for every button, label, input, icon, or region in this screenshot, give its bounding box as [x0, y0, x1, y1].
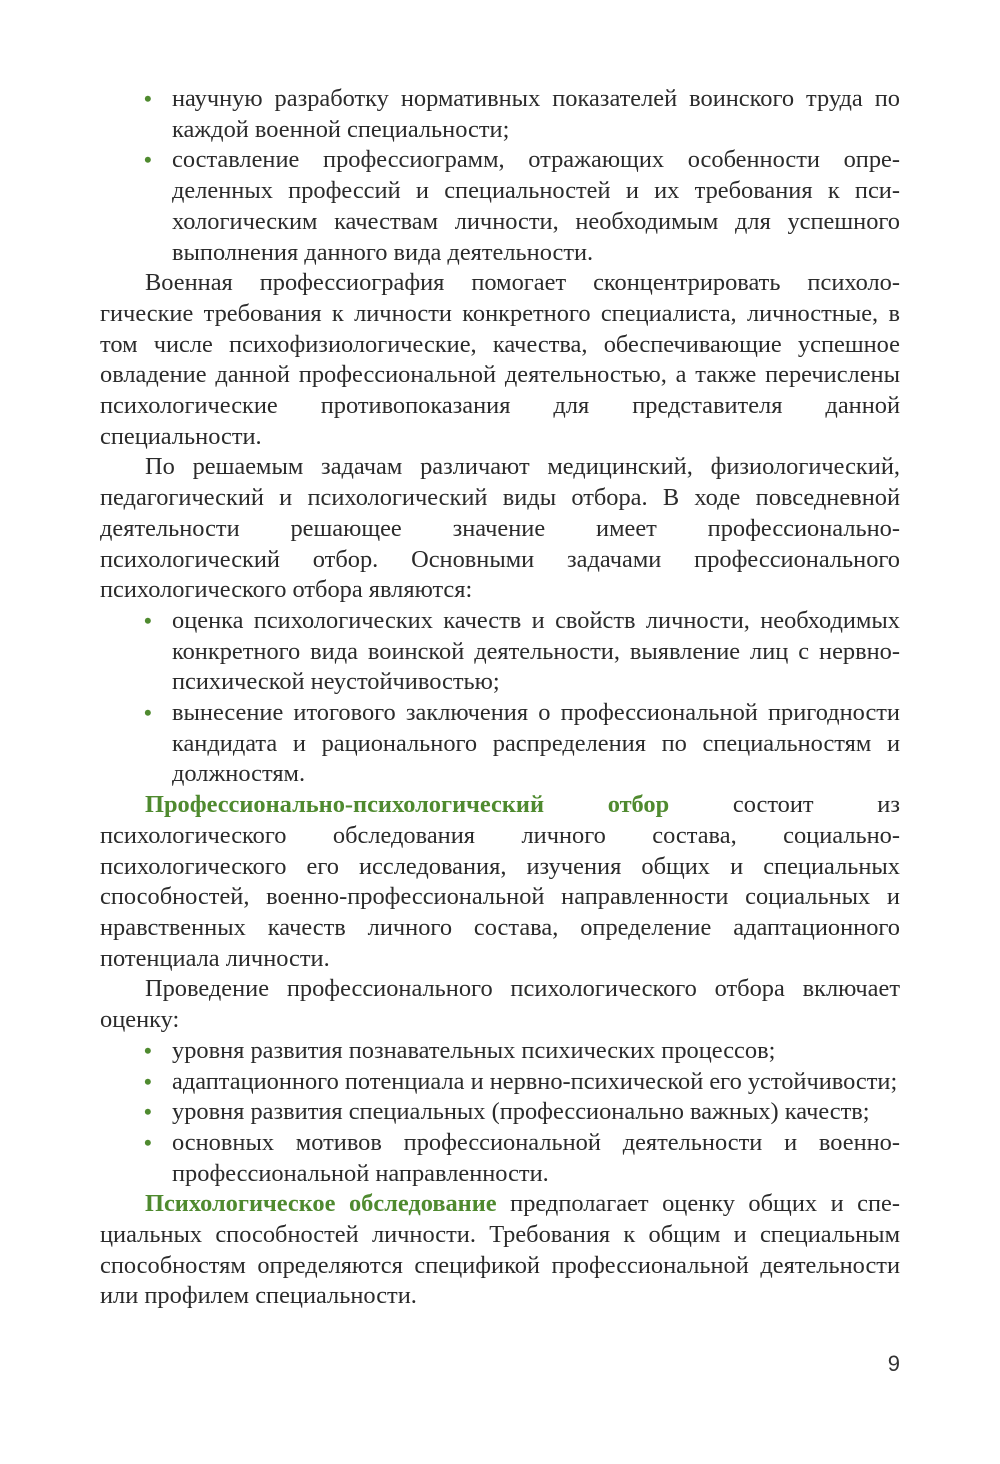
bullet-icon: •: [144, 1037, 152, 1063]
list-item: [144, 698, 900, 790]
bullet-list-1: [100, 84, 900, 268]
bullet-icon: •: [144, 147, 152, 173]
list-item: [144, 1036, 900, 1067]
list-item: [144, 1067, 900, 1098]
paragraph-selection-types: По решаемым задачам различают медицинский, физиологический, педагогический и психологический виды отбора. В ходе повседневной деятельности решающее значение имеет профессионально-психологический отбор. Основными задачами профессионального психологического отбора являются:: [100, 453, 900, 604]
highlighted-term: Профессионально-психологический отбор: [145, 791, 670, 819]
list-item: [144, 145, 900, 268]
list-item-text: основных мотивов профессиональной деятельности и военно-профессиональной направленности.: [172, 1128, 900, 1187]
page-number: 9: [887, 1351, 900, 1376]
list-item-text: адаптационного потенциала и нервно-психической его устойчивости;: [172, 1067, 898, 1095]
list-item: [144, 1097, 900, 1128]
page-body: [100, 84, 900, 1312]
list-item-text: уровня развития познавательных психических процессов;: [172, 1036, 776, 1064]
bullet-icon: •: [144, 607, 152, 633]
bullet-icon: •: [144, 1099, 152, 1125]
list-item: [144, 84, 900, 145]
bullet-icon: •: [144, 1068, 152, 1094]
paragraph-text: предполагает оценку общих и специальных способностей личности. Требования к общим и специальным способностям определяются спецификой профессиональной деятельности или профилем специальности.: [100, 1190, 901, 1310]
paragraph-selection-definition: [100, 790, 900, 974]
list-item-text: уровня развития специальных (профессионально важных) качеств;: [172, 1098, 870, 1126]
list-item-text: вынесение итогового заключения о профессиональной пригодности кандидата и рационального распределения по специальностям и должностям.: [172, 699, 900, 788]
bullet-list-3: [100, 1036, 900, 1190]
paragraph-psych-examination: [100, 1189, 900, 1312]
bullet-list-2: [100, 606, 900, 790]
bullet-icon: •: [144, 700, 152, 726]
list-item-text: оценка психологических качеств и свойств личности, необходимых конкретного вида воинской деятельности, выявление лиц с нервно-психической неустойчивостью;: [172, 606, 900, 696]
list-item: [144, 606, 900, 698]
bullet-icon: •: [144, 1129, 152, 1155]
paragraph-professiography: Военная профессиография помогает сконцентрировать психологические требования к личности конкретного специалиста, личностные, в том числе психофизиологические, качества, обеспечивающие успешное овладение данной профессиональной деятельностью, а также перечислены психологические противопоказания для представителя данной специальности.: [100, 269, 900, 450]
paragraph-text: состоит из психологического обследования личного состава, социально-психологического его исследования, изучения общих и специальных способностей, военно-профессиональной направленности социальных и нравственных качеств личного состава, определение адаптационного потенциала личности.: [100, 791, 900, 972]
list-item-text: составление профессиограмм, отражающих особенности определенных профессий и специальностей и их требования к психологическим качествам личности, необходимым для успешного выполнения данного вида деятельности.: [172, 146, 900, 266]
list-item: [144, 1128, 900, 1189]
paragraph-assessment-intro: Проведение профессионального психологического отбора включает оценку:: [100, 975, 900, 1034]
list-item-text: научную разработку нормативных показателей воинского труда по каждой военной специальности;: [172, 85, 900, 143]
bullet-icon: •: [144, 86, 152, 111]
highlighted-term: Психологическое обследование: [145, 1190, 497, 1218]
